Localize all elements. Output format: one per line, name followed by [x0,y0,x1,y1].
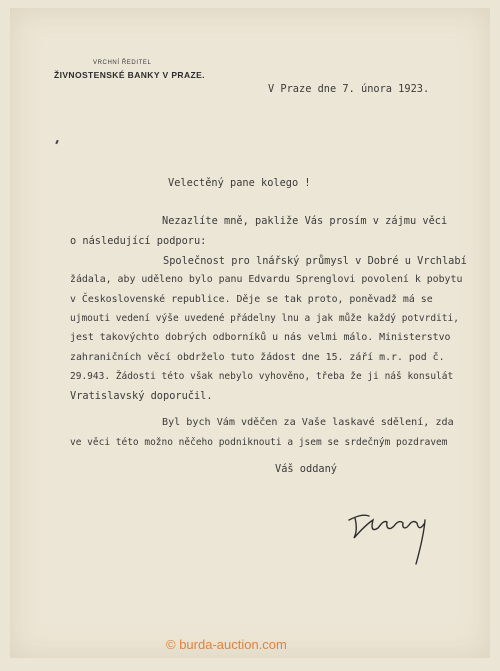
body-line-5: v Československé republice. Děje se tak proto, poněvadž má se [70,294,433,305]
letterhead-title: VRCHNÍ ŘEDITEL [93,60,152,66]
body-line-3: Společnost pro lnářský průmysl v Dobré u Vrchlabí [163,255,467,267]
body-line-9: 29.943. Žádosti této však nebylo vyhověno, třeba že ji náš konsulát [70,371,454,382]
body-line-12: ve věci této možno něčeho podniknouti a jsem se srdečným pozdravem [70,437,448,448]
body-line-2: o následující podporu: [70,235,207,247]
body-line-11: Byl bych Vám vděčen za Vaše laskavé sdělení, zda [162,417,454,428]
body-line-7: jest takovýchto dobrých odborníků u nás velmi málo. Ministerstvo [70,332,451,343]
letter-closing: Váš oddaný [275,463,337,475]
body-line-4: žádala, aby uděleno bylo panu Edvardu Sprenglovi povolení k pobytu [70,274,463,285]
body-line-10: Vratislavský doporučil. [70,390,213,402]
body-line-6: ujmouti vedení výše uvedené přádelny lnu a jak může každý potvrditi, [70,313,459,324]
body-line-1: Nezazlíte mně, pakliže Vás prosím v zájmu věci [162,215,448,227]
letter-salutation: Velectěný pane kolego ! [168,177,311,189]
letter-date: V Praze dne 7. února 1923. [268,83,430,95]
watermark-text: © burda-auction.com [166,637,287,652]
body-line-8: zahraničních věcí obdrželo tuto žádost dne 15. září m.r. pod č. [70,352,445,363]
handwritten-signature [345,498,435,568]
letterhead-bank: ŽIVNOSTENSKÉ BANKY V PRAZE. [54,70,205,80]
